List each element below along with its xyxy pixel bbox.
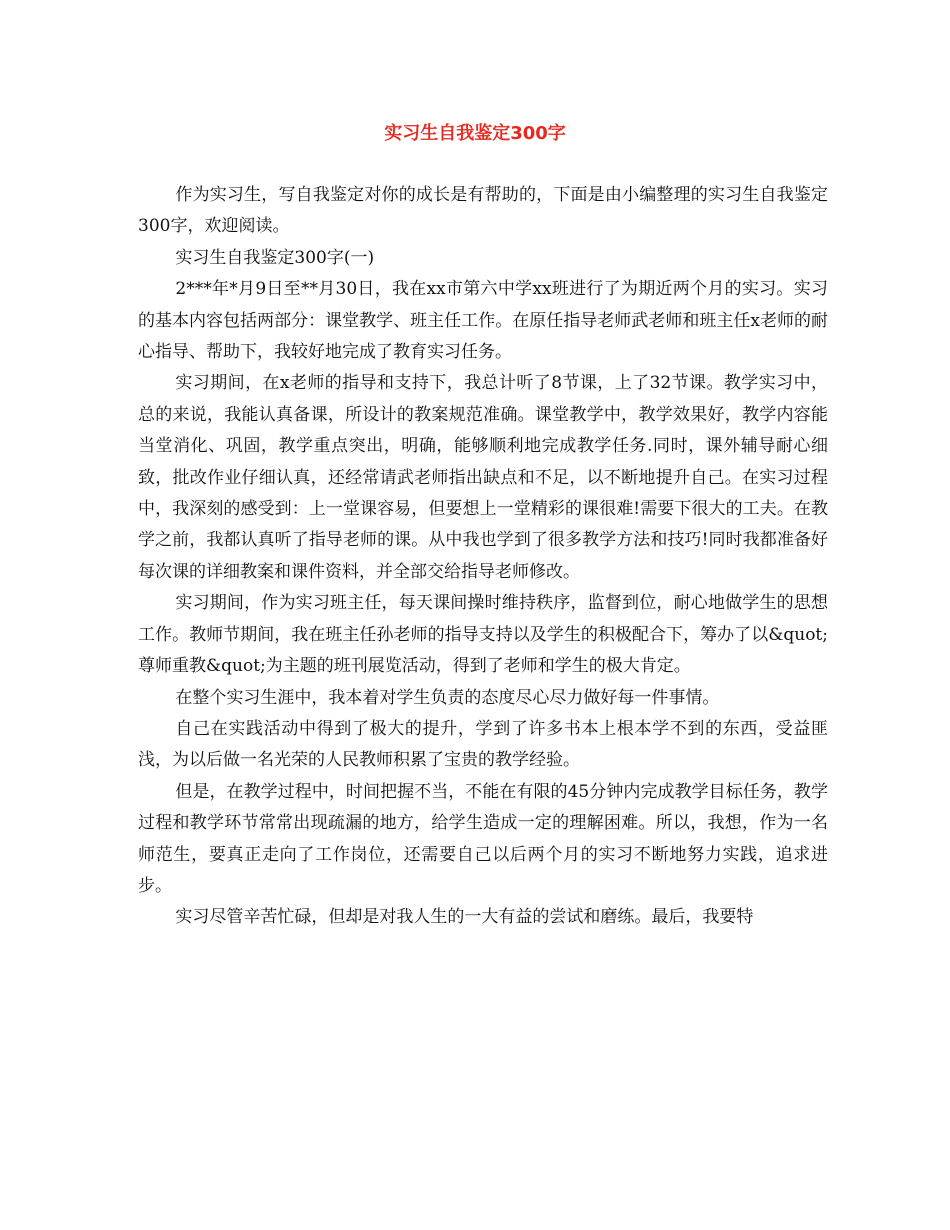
section-heading: 实习生自我鉴定300字(一) — [175, 247, 375, 268]
paragraph-period: 2***年*月9日至**月30日，我在xx市第六中学xx班进行了为期近两个月的实习。实习的基本内容包括两部分：课堂教学、班主任工作。在原任指导老师武老师和班主任x老师的耐心指导、帮助下，我较好地完成了教育实习任务。 — [138, 279, 828, 363]
paragraph-shortcomings: 但是，在教学过程中，时间把握不当，不能在有限的45分钟内完成教学目标任务，教学过程和教学环节常常出现疏漏的地方，给学生造成一定的理解困难。所以，我想，作为一名师范生，要真正走向了工作岗位，还需要自己以后两个月的实习不断地努力实践，追求进步。 — [138, 781, 828, 896]
document-body — [138, 180, 828, 934]
paragraph-class-teacher: 实习期间，作为实习班主任，每天课间操时维持秩序，监督到位，耐心地做学生的思想工作。教师节期间，我在班主任孙老师的指导支持以及学生的积极配合下，筹办了以&quot;尊师重教&quot;为主题的班刊展览活动，得到了老师和学生的极大肯定。 — [138, 593, 828, 677]
paragraph-improvement: 自己在实践活动中得到了极大的提升，学到了许多书本上根本学不到的东西，受益匪浅，为以后做一名光荣的人民教师积累了宝贵的教学经验。 — [138, 718, 828, 771]
paragraph-closing: 实习尽管辛苦忙碌，但却是对我人生的一大有益的尝试和磨练。最后，我要特 — [175, 907, 754, 928]
paragraph-teaching: 实习期间，在x老师的指导和支持下，我总计听了8节课，上了32节课。教学实习中，总的来说，我能认真备课，所设计的教案规范准确。课堂教学中，教学效果好，教学内容能当堂消化、巩固，教学重点突出，明确，能够顺利地完成教学任务.同时，课外辅导耐心细致，批改作业仔细认真，还经常请武老师指出缺点和不足，以不断地提升自己。在实习过程中，我深刻的感受到：上一堂课容易，但要想上一堂精彩的课很难!需要下很大的工夫。在教学之前，我都认真听了指导老师的课。从中我也学到了很多教学方法和技巧!同时我都准备好每次课的详细教案和课件资料，并全部交给指导老师修改。 — [138, 373, 828, 582]
paragraph-attitude: 在整个实习生涯中，我本着对学生负责的态度尽心尽力做好每一件事情。 — [175, 687, 720, 708]
document-title: 实习生自我鉴定300字 — [384, 123, 566, 144]
paragraph-intro: 作为实习生，写自我鉴定对你的成长是有帮助的，下面是由小编整理的实习生自我鉴定300字，欢迎阅读。 — [138, 185, 828, 237]
